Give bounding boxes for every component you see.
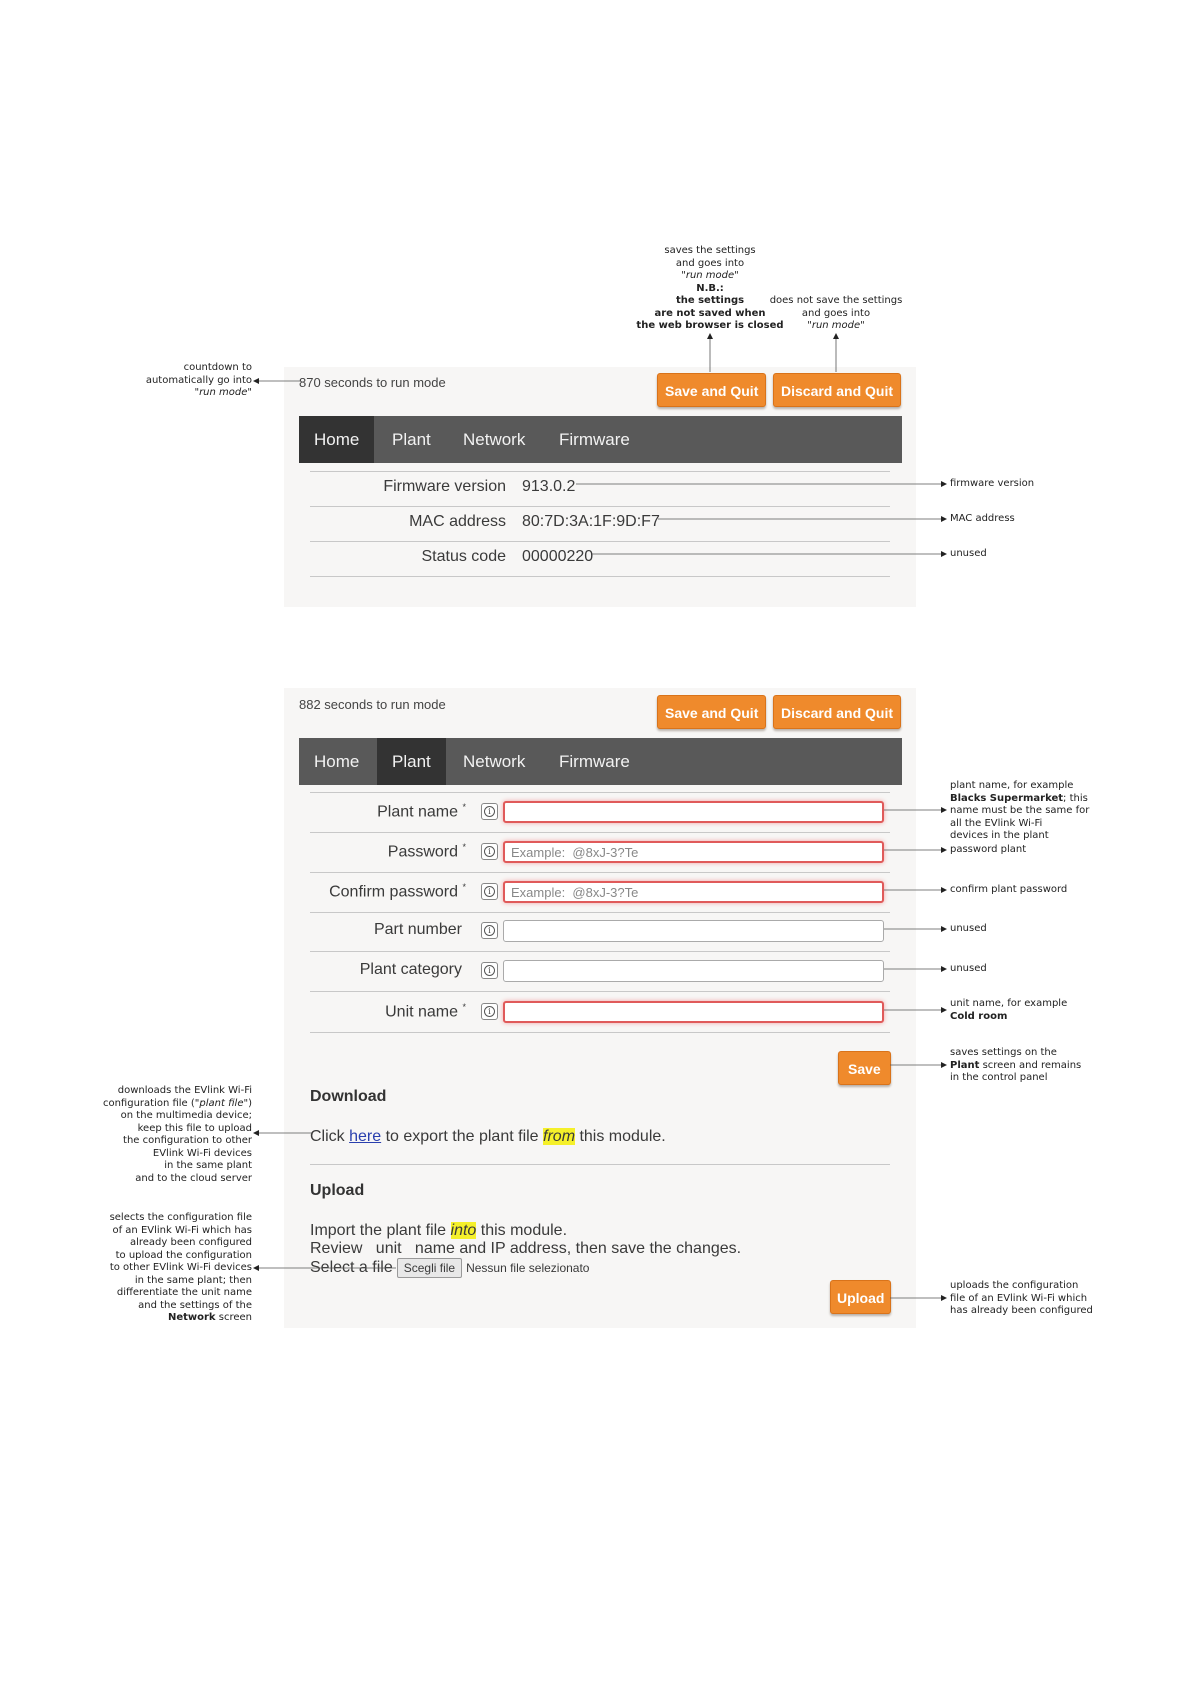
tab-network[interactable]: Network bbox=[463, 430, 526, 449]
firmware-version-value: 913.0.2 bbox=[522, 478, 576, 495]
plant-category-label: Plant category bbox=[359, 961, 462, 978]
tab-firmware[interactable]: Firmware bbox=[559, 430, 630, 449]
choose-file-button[interactable]: Scegli file bbox=[397, 1258, 462, 1278]
discard-and-quit-button[interactable]: Discard and Quit bbox=[773, 373, 901, 407]
download-note: downloads the EVlink Wi-Fi configuration file ("plant file") on the multimedia device; keep this file to upload the configuration to other EVlink Wi-Fi devices in the same plant and to the cloud server bbox=[102, 1085, 252, 1184]
info-icon[interactable]: i bbox=[481, 1003, 498, 1020]
info-icon[interactable]: i bbox=[481, 883, 498, 900]
upload-button[interactable]: Upload bbox=[830, 1280, 891, 1314]
countdown-text: 870 seconds to run mode bbox=[299, 375, 446, 390]
mac-address-note: MAC address bbox=[950, 513, 1015, 524]
part-number-label: Part number bbox=[373, 921, 462, 938]
info-icon[interactable]: i bbox=[481, 922, 498, 939]
download-title: Download bbox=[310, 1088, 387, 1105]
confirm-password-note: confirm plant password bbox=[950, 884, 1068, 895]
select-file-note: selects the configuration file of an EVlink Wi-Fi which has already been configured to upload the configuration to other EVlink Wi-Fi devices in the same plant; then differentiate the unit name and the settings of the Network screen bbox=[109, 1212, 252, 1323]
tab-home[interactable]: Home bbox=[299, 416, 374, 463]
tab-plant[interactable]: Plant bbox=[377, 738, 446, 785]
unit-name-label: Unit name * bbox=[385, 1002, 466, 1021]
part-number-note: unused bbox=[950, 923, 987, 934]
upload-title: Upload bbox=[310, 1182, 365, 1199]
plant-name-note: plant name, for example Blacks Supermarket; this name must be the same for all the EVlink Wi-Fi devices in the plant bbox=[950, 780, 1090, 841]
status-code-note: unused bbox=[950, 548, 987, 559]
countdown-text: 882 seconds to run mode bbox=[299, 697, 446, 712]
tab-home[interactable]: Home bbox=[314, 752, 360, 771]
unit-name-note: unit name, for example Cold room bbox=[950, 998, 1068, 1022]
tab-plant[interactable]: Plant bbox=[392, 430, 431, 449]
discard-and-quit-note: does not save the settings and goes into "run mode" bbox=[769, 295, 903, 331]
plant-category-note: unused bbox=[950, 963, 987, 974]
save-and-quit-button[interactable]: Save and Quit bbox=[657, 373, 766, 407]
password-note: password plant bbox=[950, 844, 1027, 855]
status-code-value: 00000220 bbox=[522, 548, 594, 565]
plant-name-label: Plant name * bbox=[377, 802, 466, 821]
mac-address-value: 80:7D:3A:1F:9D:F7 bbox=[522, 513, 660, 530]
info-icon[interactable]: i bbox=[481, 803, 498, 820]
save-and-quit-note: saves the settings and goes into "run mode" N.B.: the settings are not saved when the web browser is closed bbox=[636, 245, 784, 331]
upload-text-line2: Review unit name and IP address, then save the changes. bbox=[310, 1240, 742, 1257]
save-and-quit-button[interactable]: Save and Quit bbox=[657, 695, 766, 729]
tab-firmware[interactable]: Firmware bbox=[559, 752, 630, 771]
upload-text-line1: Import the plant file into this module. bbox=[310, 1222, 568, 1239]
save-button[interactable]: Save bbox=[838, 1051, 891, 1085]
info-icon[interactable]: i bbox=[481, 843, 498, 860]
discard-and-quit-button[interactable]: Discard and Quit bbox=[773, 695, 901, 729]
export-link[interactable]: here bbox=[349, 1128, 382, 1145]
no-file-text: Nessun file selezionato bbox=[466, 1261, 590, 1275]
status-code-label: Status code bbox=[421, 548, 506, 565]
tab-network[interactable]: Network bbox=[463, 752, 526, 771]
info-icon[interactable]: i bbox=[481, 962, 498, 979]
mac-address-label: MAC address bbox=[409, 513, 506, 530]
save-note: saves settings on the Plant screen and remains in the control panel bbox=[950, 1047, 1082, 1083]
countdown-note: countdown to automatically go into "run mode" bbox=[145, 362, 252, 398]
firmware-version-label: Firmware version bbox=[383, 478, 506, 495]
confirm-password-label: Confirm password * bbox=[329, 882, 466, 901]
password-label: Password * bbox=[387, 842, 466, 861]
file-select-row: Select a file Scegli file Nessun file selezionato bbox=[310, 1259, 590, 1276]
firmware-version-note: firmware version bbox=[950, 478, 1035, 489]
download-text: Click here to export the plant file from this module. bbox=[310, 1128, 666, 1145]
upload-note: uploads the configuration file of an EVlink Wi-Fi which has already been configured bbox=[950, 1280, 1093, 1316]
